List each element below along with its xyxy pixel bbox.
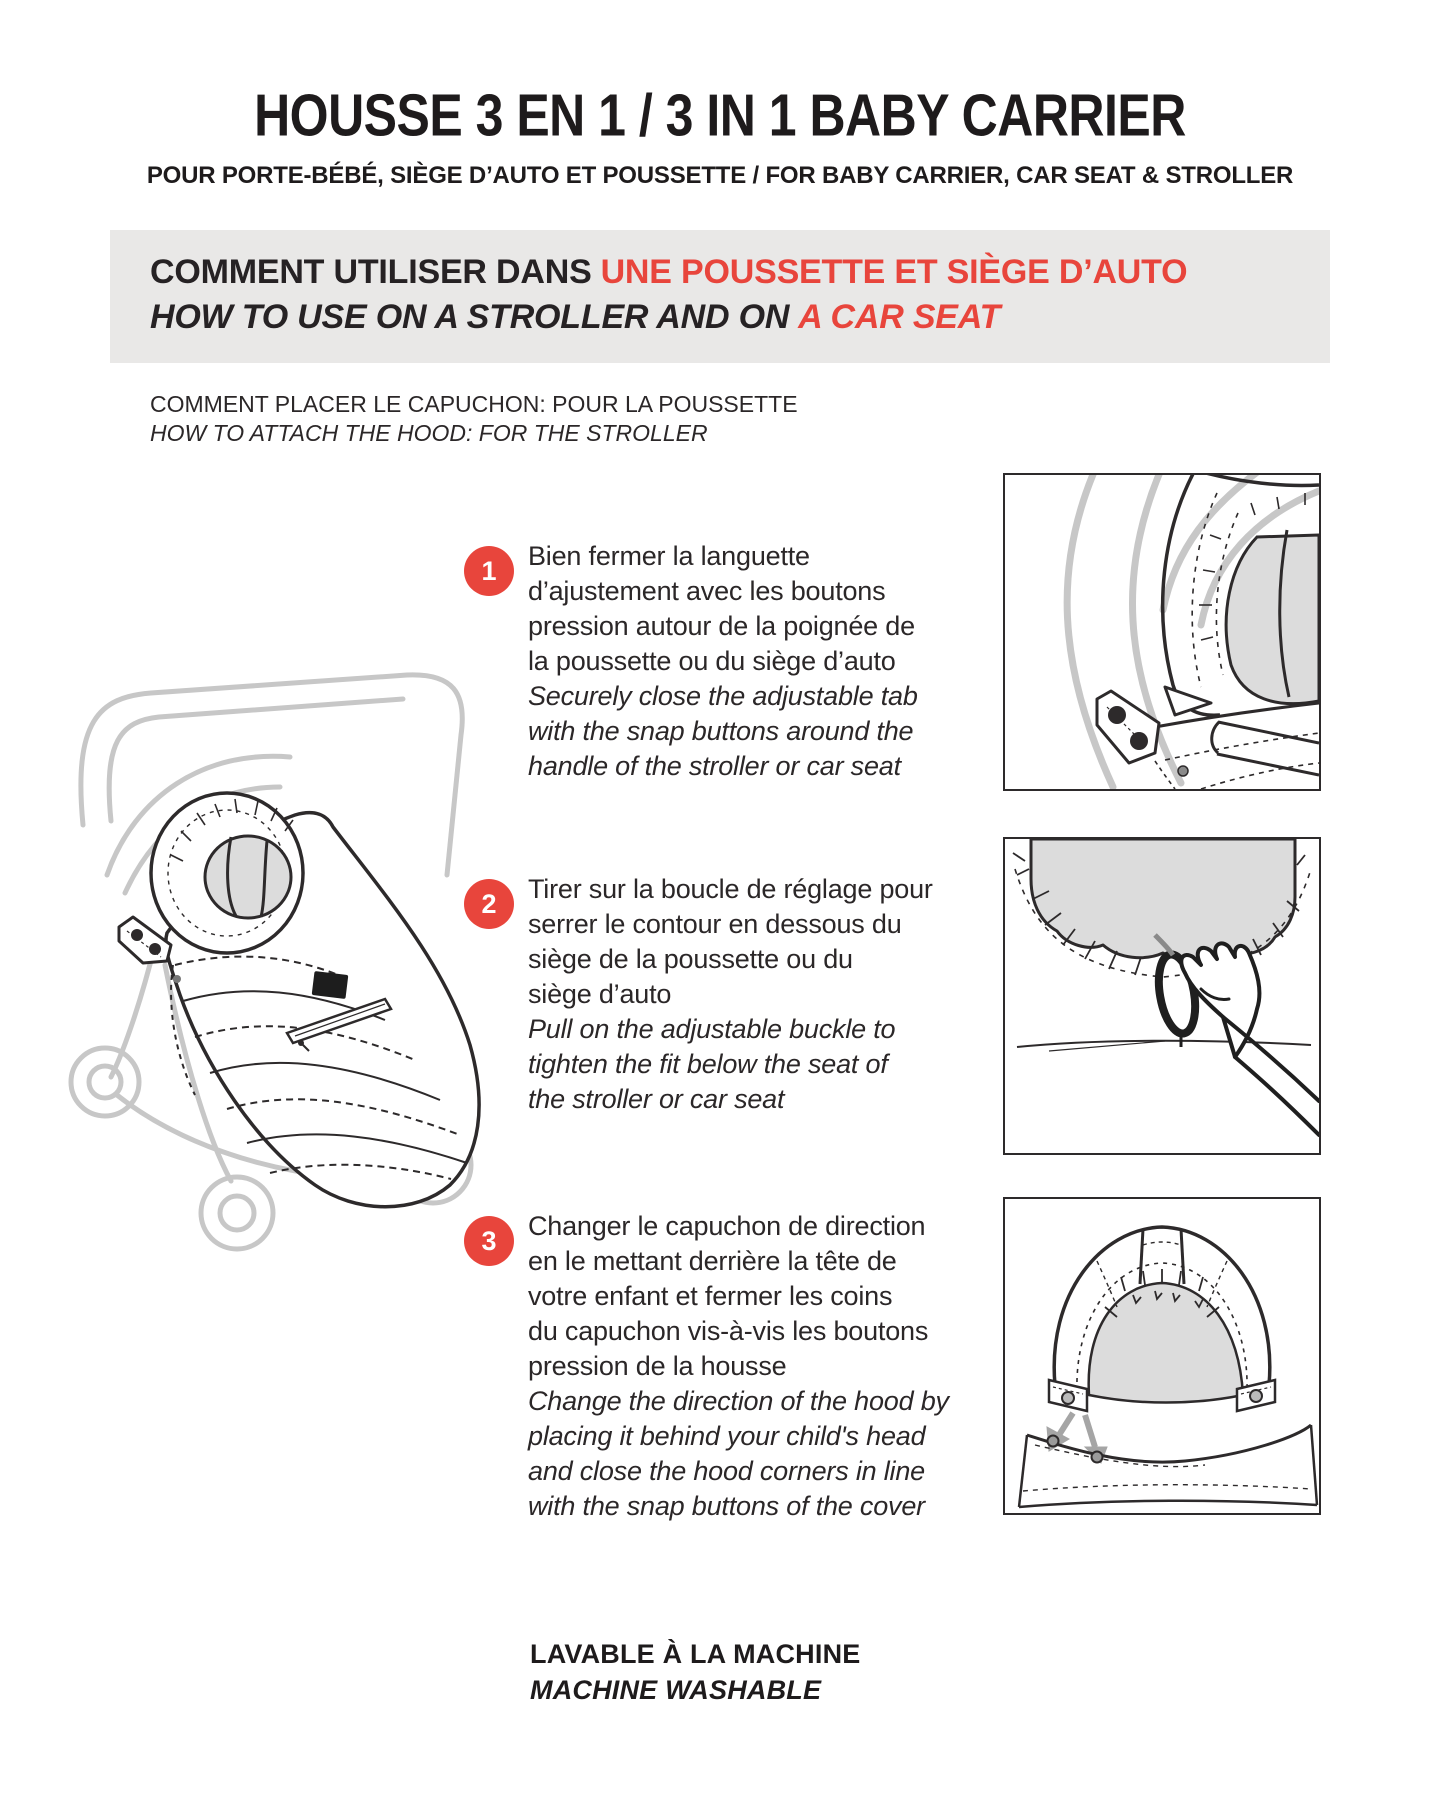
snap-button [1130,732,1148,750]
step-3-fr-line: Changer le capuchon de direction [528,1211,926,1241]
section-heading-fr: COMMENT PLACER LE CAPUCHON: POUR LA POUSSETTE [150,391,798,417]
usage-banner [110,230,1330,363]
step-3-fr-line: pression de la housse [528,1351,787,1381]
hood-window [205,836,291,918]
step-1-badge: 1 [464,546,514,596]
step-1-fr-line: d’ajustement avec les boutons [528,576,886,606]
banner-line-en-black: HOW TO USE ON A STROLLER AND ON [150,298,790,336]
step-3-text [528,1209,949,1524]
banner-line-fr [150,250,1330,295]
snap-button [1092,1452,1103,1463]
step-1-fr-line: la poussette ou du siège d’auto [528,646,896,676]
section-heading [150,390,798,448]
step-2-en-line: Pull on the adjustable buckle to [528,1014,896,1044]
step-3-illustration [1003,1197,1321,1515]
step-1-fr-line: Bien fermer la languette [528,541,810,571]
banner-line-fr-black: COMMENT UTILISER DANS [150,253,592,291]
step-3-fr-line: votre enfant et fermer les coins [528,1281,893,1311]
snap-button [149,943,161,955]
step-1-fr-line: pression autour de la poignée de [528,611,915,641]
snap-button [1108,706,1126,724]
hand [1181,943,1319,1135]
step-2-text [528,872,933,1117]
step-2-fr-line: siège d’auto [528,979,672,1009]
step-2-badge: 2 [464,879,514,929]
care-en: MACHINE WASHABLE [530,1675,822,1705]
step-1-illustration [1003,473,1321,791]
handle-snap-tab-sketch [1005,475,1319,789]
page-subtitle: POUR PORTE-BÉBÉ, SIÈGE D’AUTO ET POUSSETTE / FOR BABY CARRIER, CAR SEAT & STROLLER [146,162,1294,189]
step-2-fr-line: serrer le contour en dessous du [528,909,902,939]
step-2-en-line: the stroller or car seat [528,1084,785,1114]
step-3-en-line: Change the direction of the hood by [528,1386,949,1416]
snap-button [131,929,143,941]
snap-button [1048,1436,1059,1447]
stroller-sketch [55,665,525,1275]
step-1-en-line: handle of the stroller or car seat [528,751,901,781]
step-3-en-line: and close the hood corners in line [528,1456,925,1486]
brand-label [312,971,349,999]
step-1-text [528,539,918,784]
step-2-illustration [1003,837,1321,1155]
buckle-pull-sketch [1005,839,1319,1153]
step-3-fr-line: en le mettant derrière la tête de [528,1246,897,1276]
hood-front-sketch [1005,1199,1319,1513]
care-instructions [530,1636,860,1708]
step-3-badge: 3 [464,1216,514,1266]
step-1-en-line: with the snap buttons around the [528,716,914,746]
step-2-en-line: tighten the fit below the seat of [528,1049,888,1079]
step-1-en-line: Securely close the adjustable tab [528,681,918,711]
step-2-fr-line: siège de la poussette ou du [528,944,853,974]
snap-tab [119,917,171,963]
stroller-with-cover-illustration [55,665,525,1275]
step-2-fr-line: Tirer sur la boucle de réglage pour [528,874,933,904]
step-3-fr-line: du capuchon vis-à-vis les boutons [528,1316,929,1346]
hood-window [1226,535,1319,704]
banner-line-fr-red: UNE POUSSETTE ET SIÈGE D’AUTO [600,253,1188,291]
banner-line-en-red: A CAR SEAT [798,298,1001,336]
section-heading-en: HOW TO ATTACH THE HOOD: FOR THE STROLLER [150,420,708,446]
care-fr: LAVABLE À LA MACHINE [530,1639,861,1669]
banner-line-en [150,295,1330,340]
step-3-en-line: with the snap buttons of the cover [528,1491,925,1521]
page-title: HOUSSE 3 EN 1 / 3 IN 1 BABY CARRIER [254,82,1186,149]
step-3-en-line: placing it behind your child's head [528,1421,926,1451]
snap-tab [1097,687,1211,789]
